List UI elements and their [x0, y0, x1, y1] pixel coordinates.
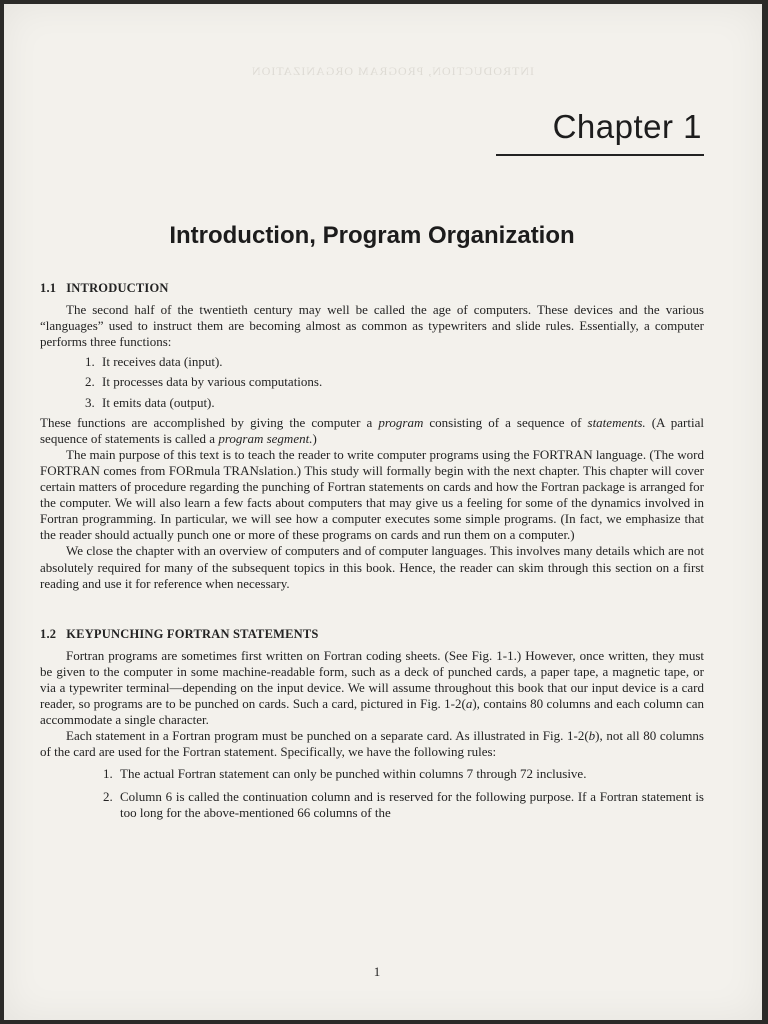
emphasis-statements: statements.	[587, 414, 646, 430]
emphasis-program-segment: program segment.	[218, 430, 313, 446]
list-item: 2. It processes data by various computations.	[98, 374, 704, 390]
section-heading	[40, 626, 704, 642]
page-body	[40, 280, 704, 827]
list-item: 3. It emits data (output).	[98, 395, 704, 411]
book-page	[4, 4, 762, 1020]
text-run: (A partial sequence of statements is called a	[40, 414, 704, 446]
chapter-title: Introduction, Program Organization	[169, 222, 575, 249]
chapter-label: Chapter 1	[552, 108, 702, 145]
page-number: 1	[373, 964, 381, 979]
chapter-rule	[496, 154, 704, 156]
paragraph: The main purpose of this text is to teach the reader to write computer programs using the FORTRAN language. (The word FORTRAN comes from FORmula TRANslation.) This study will formally begin with the next chapter. This chapter will cover certain matters of procedure regarding the punching of Fortran statements on cards and how the Fortran package is arranged for the computer. We will also learn a few facts about computers that may give us a feeling for some of the dynamics involved in Fortran programming. In particular, we will see how a computer executes some simple programs. (In fact, we emphasize that the reader should actually punch one or more of these programs on cards and run them on a computer.)	[40, 446, 704, 543]
text-run: )	[312, 430, 317, 446]
text-run: consisting of a sequence of	[423, 414, 588, 430]
text-run: Each statement in a Fortran program must be punched on a separate card. As illustrated in Fig. 1-2(	[66, 728, 589, 744]
section-title: INTRODUCTION	[66, 281, 169, 295]
bleed-through-text: INTRODUCTION, PROGRAM ORGANIZATION	[251, 64, 534, 78]
section-heading	[40, 280, 704, 296]
section-gap	[40, 592, 704, 626]
figure-ref: a	[465, 696, 473, 712]
list-item: 2. Column 6 is called the continuation column and is reserved for the following purpose. If a Fortran statement is too long for the above-mentioned 66 columns of the	[116, 789, 704, 821]
list-item: 1. The actual Fortran statement can only be punched within columns 7 through 72 inclusive.	[116, 766, 704, 782]
text-run: ), not all 80 columns of the card are used for the Fortran statement. Specifically, we have the following rules:	[40, 728, 704, 760]
rules-list	[40, 766, 704, 820]
paragraph: The second half of the twentieth century may well be called the age of computers. These devices and the various “languages” used to instruct them are becoming almost as common as typewriters and slide rules. Essentially, a computer performs three functions:	[40, 302, 704, 350]
functions-list	[40, 354, 704, 410]
figure-ref: b	[588, 728, 596, 744]
paragraph	[40, 728, 704, 760]
list-item: 1. It receives data (input).	[98, 354, 704, 370]
text-run: These functions are accomplished by giving the computer a	[40, 414, 379, 430]
paragraph: We close the chapter with an overview of computers and of computer languages. This involves many details which are not absolutely required for many of the subsequent topics in this book. Hence, the reader can skim through this section on a first reading and use it for reference when necessary.	[40, 543, 704, 591]
paragraph	[40, 648, 704, 728]
paragraph	[40, 415, 704, 447]
text-run: ), contains 80 columns and each column can accommodate a single character.	[40, 696, 704, 728]
emphasis-program: program	[378, 414, 424, 430]
section-number: 1.2	[40, 626, 57, 641]
section-title: KEYPUNCHING FORTRAN STATEMENTS	[66, 626, 319, 641]
text-run: Fortran programs are sometimes first written on Fortran coding sheets. (See Fig. 1-1.) However, once written, they must be given to the computer in some machine-readable form, such as a deck of punched cards, a paper tape, a magnetic tape, or via a typewriter terminal—depending on the input device. We will assume throughout this book that our input device is a card reader, so programs are to be punched on cards. Such a card, pictured in Fig. 1-2(	[40, 647, 704, 712]
section-number: 1.1	[40, 281, 57, 295]
